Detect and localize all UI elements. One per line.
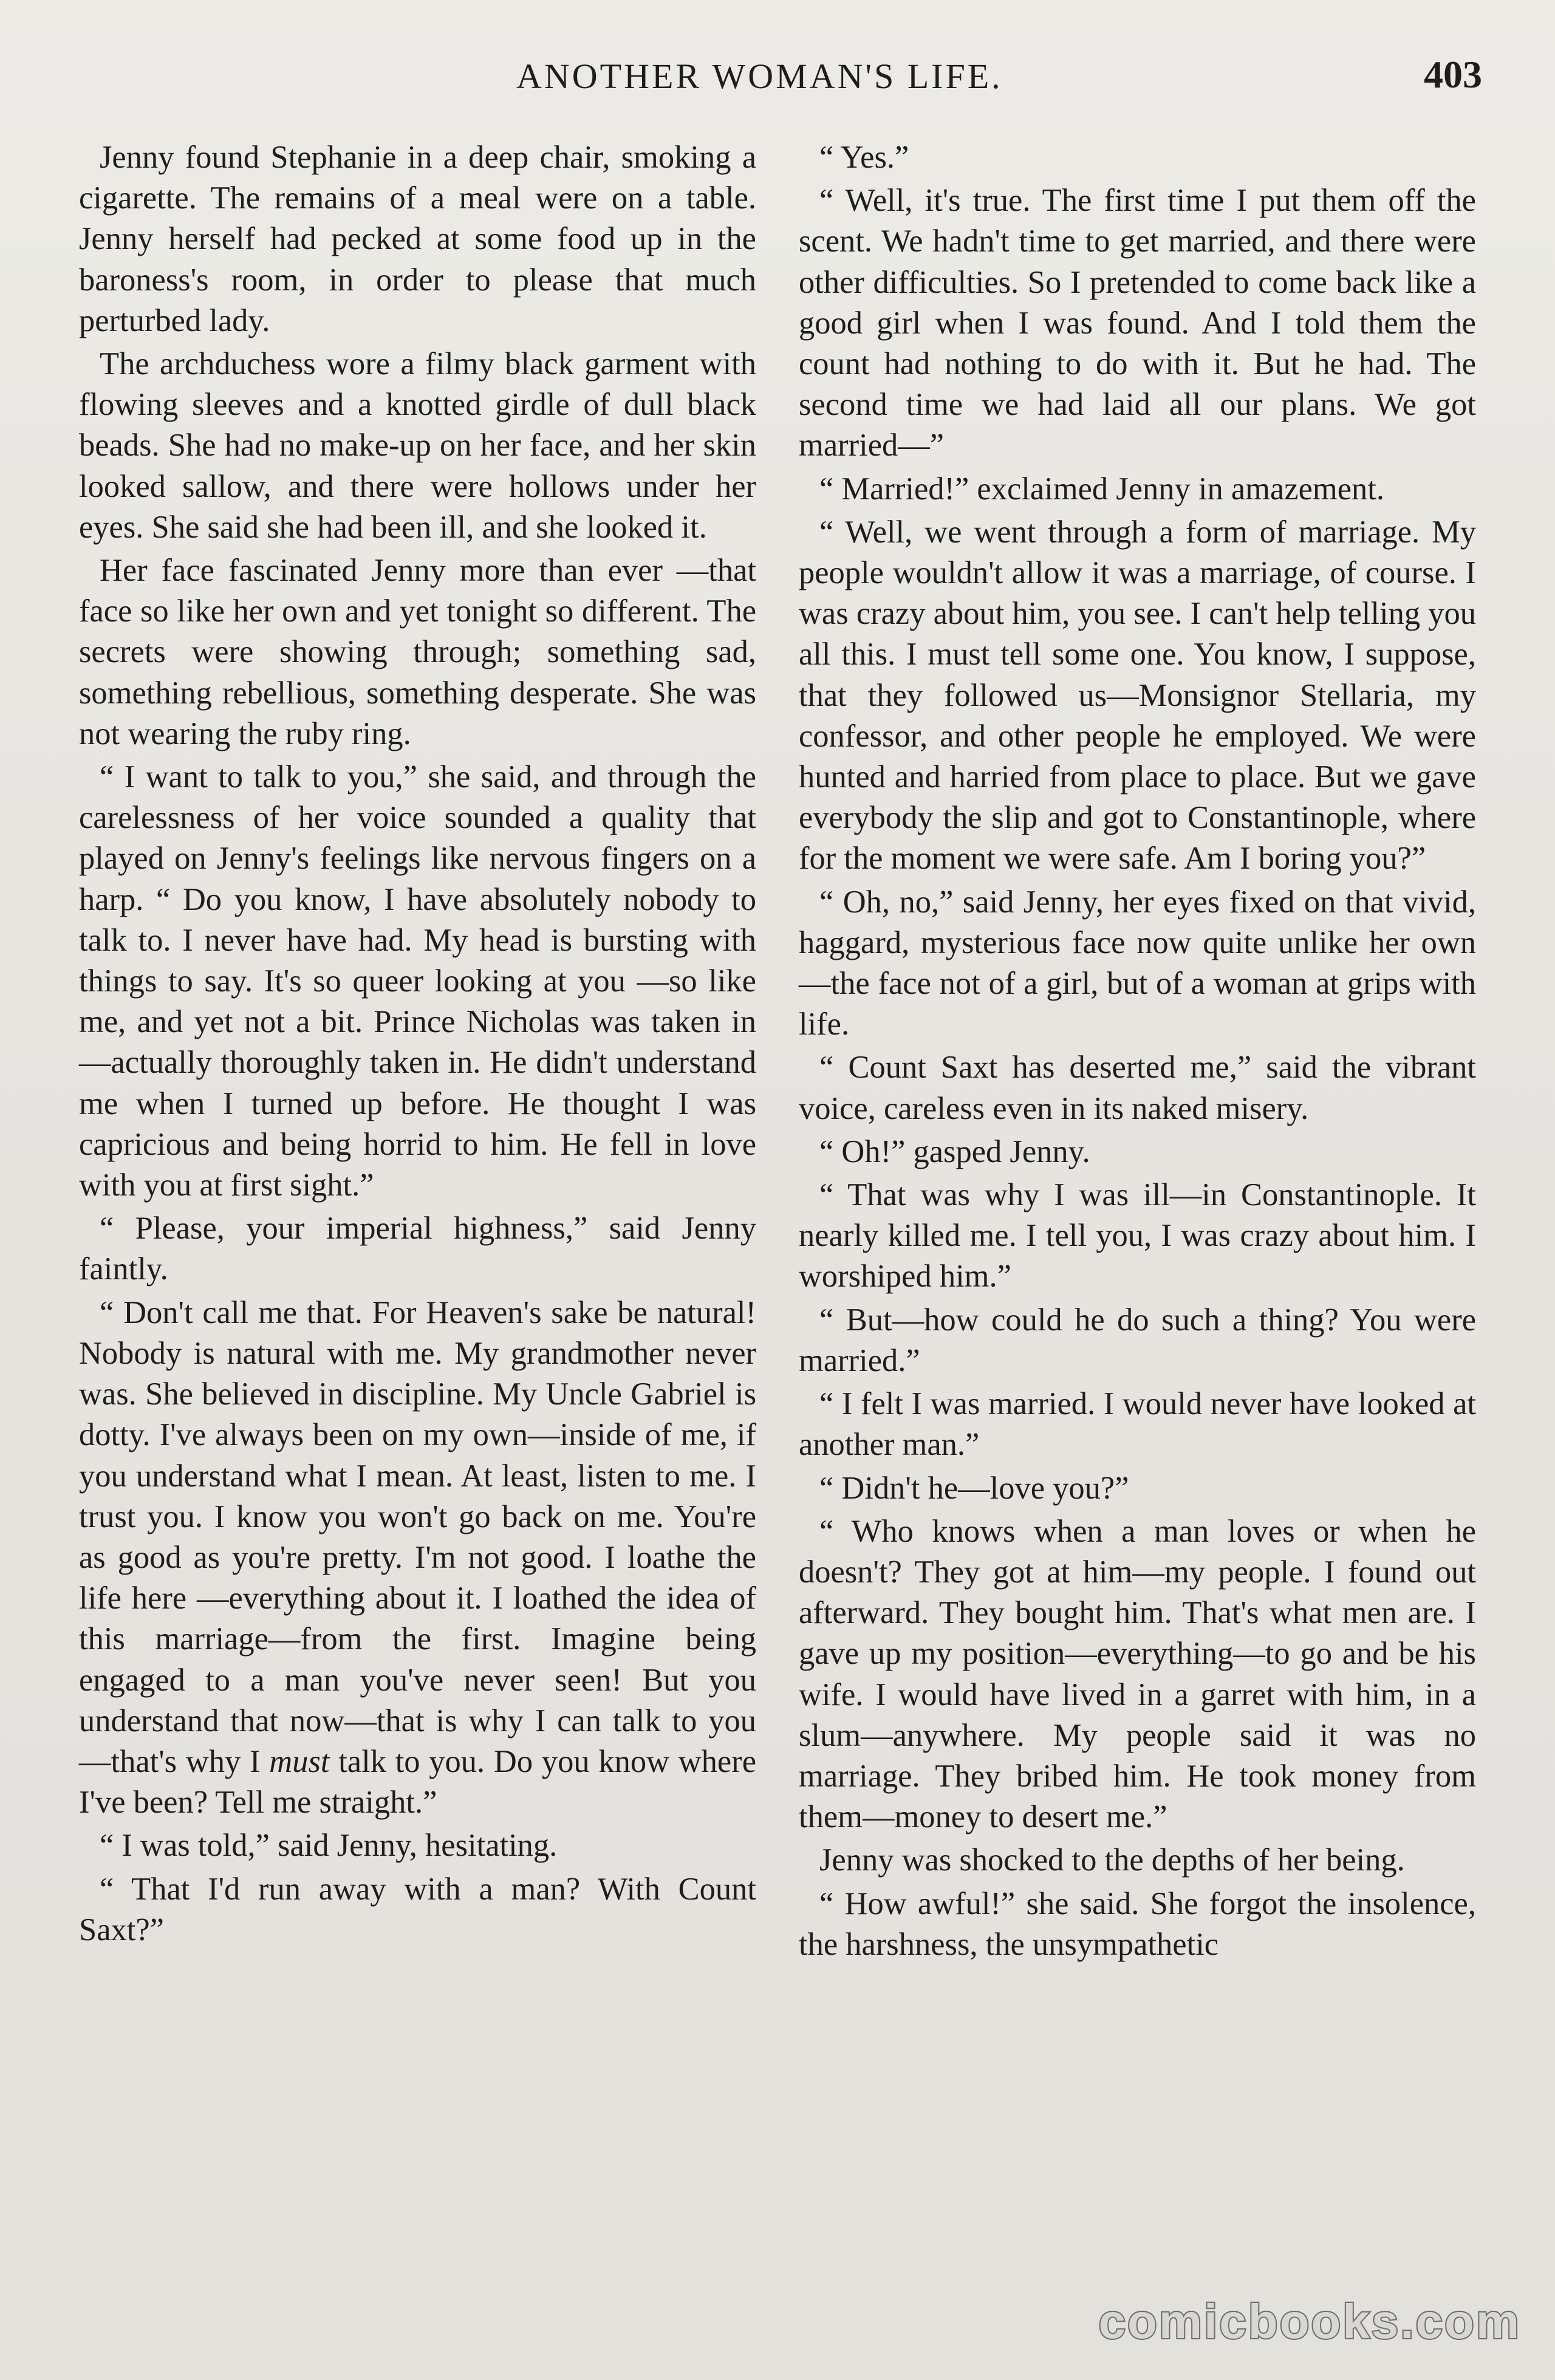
paragraph-text: “ Don't call me that. For Heaven's sake be natural! Nobody is natural with me. My grandmother never was. She believed in discipline. My Uncle Gabriel is dotty. I've always been on my own—inside of me, if you understand what I mean. At least, listen to me. I trust you. I know you won't go back on me. You're as good as you're pretty. I'm not good. I loathe the life here —everything about it. I loathed the idea of this marriage—from the first. Imagine being engaged to a man you've never seen! But you understand that now—that is why I can talk to you—that's why I (79, 1294, 756, 1779)
text-column-right (799, 137, 1476, 1965)
paragraph: “ That I'd run away with a man? With Count Saxt?” (79, 1871, 756, 1947)
paragraph: “ I want to talk to you,” she said, and through the carelessness of her voice sounded a quality that played on Jenny's feelings like nervous fingers on a harp. “ Do you know, I have absolutely nobody to talk to. I never have had. My head is bursting with things to say. It's so queer looking at you —so like me, and yet not a bit. Prince Nicholas was taken in—actually thoroughly taken in. He didn't understand me when I turned up before. He thought I was capricious and being horrid to him. He fell in love with you at first sight.” (79, 759, 756, 1203)
running-title: ANOTHER WOMAN'S LIFE. (516, 56, 1003, 96)
paragraph: The archduchess wore a filmy black garment with flowing sleeves and a knotted girdle of dull black beads. She had no make-up on her face, and her skin looked sallow, and there were hollows under her eyes. She said she had been ill, and she looked it. (79, 346, 756, 545)
paragraph: “ Yes.” (819, 140, 909, 175)
paragraph: “ Well, we went through a form of marriage. My people wouldn't allow it was a marriage, of course. I was crazy about him, you see. I can't help telling you all this. I must tell some one. You know, I suppose, that they followed us—Monsignor Stellaria, my confessor, and other people he employed. We were hunted and harried from place to place. But we gave everybody the slip and got to Constantinople, where for the moment we were safe. Am I boring you?” (799, 514, 1476, 877)
paragraph: “ That was why I was ill—in Constantinople. It nearly killed me. I tell you, I was crazy about him. I worshiped him.” (799, 1177, 1476, 1294)
paragraph: “ Didn't he—love you?” (819, 1470, 1129, 1506)
running-head (0, 53, 1555, 104)
paragraph: “ Married!” exclaimed Jenny in amazement. (819, 471, 1384, 507)
paragraph: “ Well, it's true. The first time I put them off the scent. We hadn't time to get married, and there were other difficulties. So I pretended to come back like a good girl when I was found. And I told them the count had nothing to do with it. But he had. The second time we had laid all our plans. We got married—” (799, 183, 1476, 463)
paragraph: Jenny found Stephanie in a deep chair, smoking a cigarette. The remains of a meal were on a table. Jenny herself had pecked at some food up in the baroness's room, in order to please that much perturbed lady. (79, 140, 756, 338)
paragraph: “ Oh!” gasped Jenny. (819, 1134, 1090, 1169)
paragraph: “ I was told,” said Jenny, hesitating. (100, 1828, 558, 1864)
paragraph: “ I felt I was married. I would never have looked at another man.” (799, 1386, 1476, 1463)
paragraph: “ Oh, no,” said Jenny, her eyes fixed on that vivid, haggard, mysterious face now quite unlike her own—the face not of a girl, but of a woman at grips with life. (799, 884, 1476, 1042)
paragraph: “ Please, your imperial highness,” said Jenny faintly. (79, 1211, 756, 1287)
paragraph: “ Count Saxt has deserted me,” said the vibrant voice, careless even in its naked misery. (799, 1050, 1476, 1126)
paragraph: “ Who knows when a man loves or when he doesn't? They got at him—my people. I found out afterward. They bought him. That's what men are. I gave up my position—everything—to go and be his wife. I would have lived in a garret with him, in a slum—anywhere. My people said it was no marriage. They bribed him. He took money from them—money to desert me.” (799, 1513, 1476, 1835)
paragraph-text-continued: talk to you. Do you know where I've been? Tell me straight.” (79, 1743, 757, 1821)
emphasis-word: must (269, 1743, 330, 1779)
text-column-left (79, 137, 756, 1951)
site-watermark: comicbooks.com (1098, 2294, 1521, 2348)
paragraph: Her face fascinated Jenny more than ever —that face so like her own and yet tonight so different. The secrets were showing through; something sad, something rebellious, something desperate. She was not wearing the ruby ring. (79, 553, 756, 751)
paragraph: “ But—how could he do such a thing? You were married.” (799, 1302, 1476, 1378)
paragraph (79, 1293, 756, 1824)
paragraph: Jenny was shocked to the depths of her being. (819, 1842, 1405, 1878)
paragraph: “ How awful!” she said. She forgot the insolence, the harshness, the unsympathetic (799, 1886, 1476, 1962)
page-number: 403 (1424, 53, 1482, 96)
